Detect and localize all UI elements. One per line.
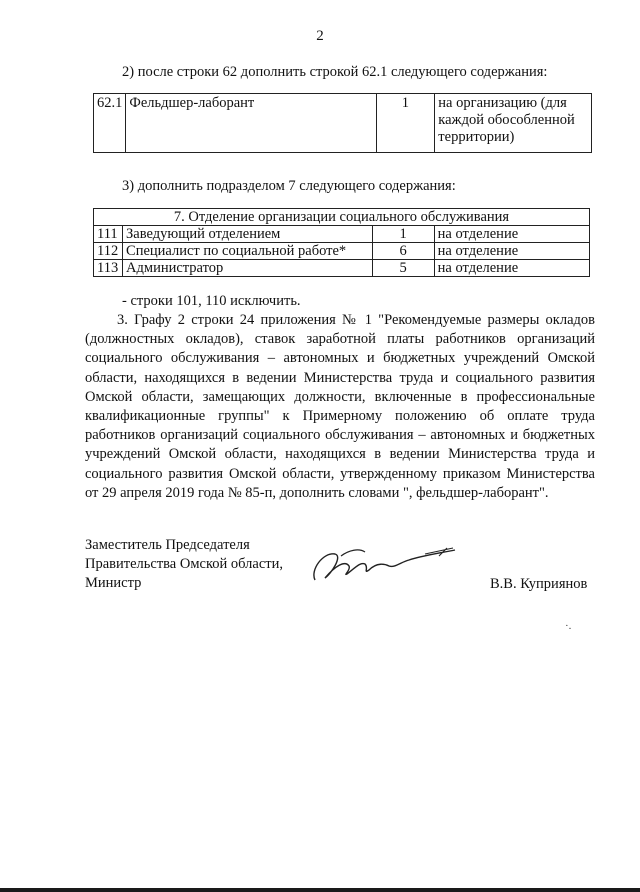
item-3-intro: 3) дополнить подразделом 7 следующего содержания: (122, 178, 456, 194)
point-3-paragraph: 3. Графу 2 строки 24 приложения № 1 "Рекомендуемые размеры окладов (должностных окладов), ставок заработной платы работников организаций социального обслуживания – автономных и бюджетных учреждений Омской области, находящихся в ведении Министерства труда и социального развития Омской области, замещающих должности, включенные в профессиональные квалификационные группы" к Примерному положению об оплате труда работников организаций социального обслуживания – автономных и бюджетных учреждений Омской области, находящихся в ведении Министерства труда и социального развития Омской области, утвержденному приказом Министерства от 29 апреля 2019 года № 85-п, дополнить словами ", фельдшер-лаборант". (85, 312, 595, 501)
staffing-basis: на отделение (434, 260, 589, 277)
table-row (94, 260, 590, 277)
position-name: Заведующий отделением (123, 226, 373, 243)
staff-quantity: 5 (372, 260, 434, 277)
signatory-title: Заместитель Председателя Правительства Омской области, Министр (85, 537, 283, 591)
row-number: 111 (94, 226, 123, 243)
table-position-62-1 (93, 93, 592, 153)
staffing-basis: на отделение (434, 226, 589, 243)
table-row (94, 94, 592, 153)
signatory-name: В.В. Куприянов (490, 576, 588, 592)
staff-quantity: 1 (376, 94, 435, 153)
staffing-basis: на организацию (для каждой обособленной территории) (435, 94, 592, 153)
staff-quantity: 1 (372, 226, 434, 243)
position-name: Администратор (123, 260, 373, 277)
table-row (94, 243, 590, 260)
row-number: 113 (94, 260, 123, 277)
staff-quantity: 6 (372, 243, 434, 260)
staffing-basis: на отделение (434, 243, 589, 260)
handwritten-signature (305, 540, 465, 590)
scan-edge-line (0, 888, 640, 892)
scan-speck: ·. (565, 620, 572, 632)
table-subsection-7 (93, 208, 590, 277)
page-number: 2 (316, 28, 324, 44)
position-name: Фельдшер-лаборант (126, 94, 376, 153)
subsection-header: 7. Отделение организации социального обслуживания (94, 209, 590, 226)
exclude-rows-line: - строки 101, 110 исключить. (122, 293, 301, 309)
row-number: 62.1 (94, 94, 126, 153)
item-2-intro: 2) после строки 62 дополнить строкой 62.1 следующего содержания: (122, 64, 548, 80)
table-header-row (94, 209, 590, 226)
table-row (94, 226, 590, 243)
row-number: 112 (94, 243, 123, 260)
position-name: Специалист по социальной работе* (123, 243, 373, 260)
